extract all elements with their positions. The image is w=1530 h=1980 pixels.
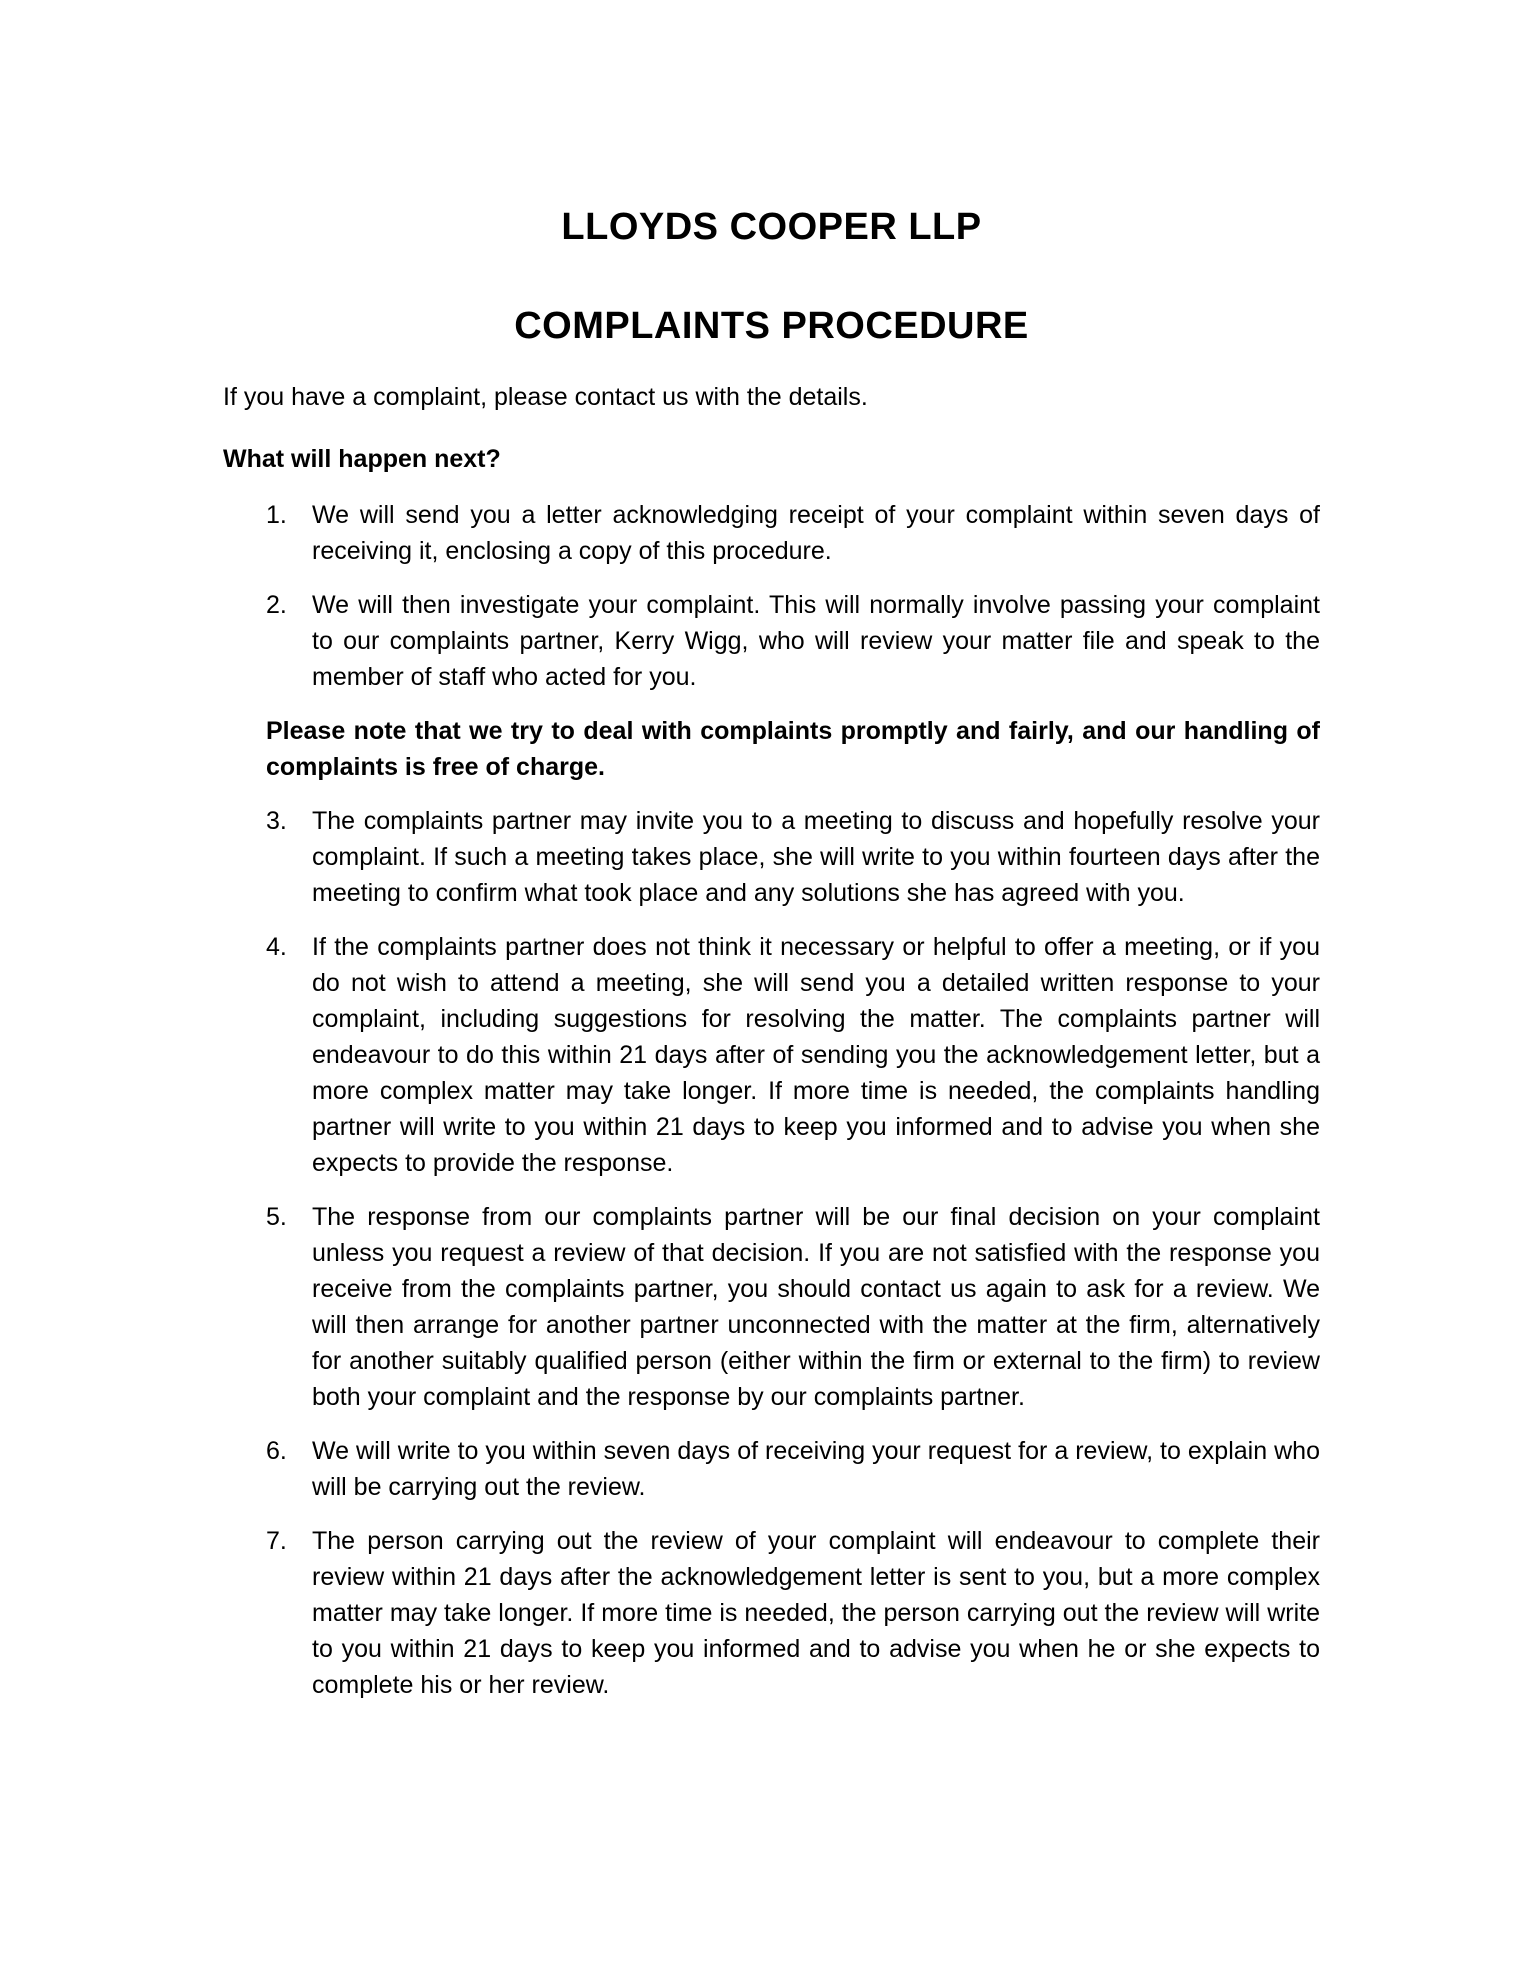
list-item-6 — [223, 1433, 1320, 1505]
list-item-1-text: We will send you a letter acknowledging receipt of your complaint within seven days of receiving it, enclosing a copy of this procedure. — [312, 501, 1320, 565]
section-heading: What will happen next? — [223, 445, 501, 473]
list-item-6-number: 6. — [266, 1437, 287, 1465]
list-item-3-number: 3. — [266, 807, 287, 835]
list-item-3-text: The complaints partner may invite you to a meeting to discuss and hopefully resolve your complaint. If such a meeting takes place, she will write to you within fourteen days after the meeting to confirm what took place and any solutions she has agreed with you. — [312, 807, 1320, 907]
list-item-2-number: 2. — [266, 591, 287, 619]
list-item-4-number: 4. — [266, 933, 287, 961]
list-item-4-text: If the complaints partner does not think it necessary or helpful to offer a meeting, or if you do not wish to attend a meeting, she will send you a detailed written response to your complaint, including suggestions for resolving the matter. The complaints partner will endeavour to do this within 21 days after of sending you the acknowledgement letter, but a more complex matter may take longer. If more time is needed, the complaints handling partner will write to you within 21 days to keep you informed and to advise you when she expects to provide the response. — [312, 933, 1320, 1177]
list-item-2-text: We will then investigate your complaint. This will normally involve passing your complaint to our complaints partner, Kerry Wigg, who will review your matter file and speak to the member of staff who acted for you. — [312, 591, 1320, 691]
list-item-5-number: 5. — [266, 1203, 287, 1231]
list-item-7-number: 7. — [266, 1527, 287, 1555]
list-item-4 — [223, 929, 1320, 1181]
list-item-7-text: The person carrying out the review of your complaint will endeavour to complete their review within 21 days after the acknowledgement letter is sent to you, but a more complex matter may take longer. If more time is needed, the person carrying out the review will write to you within 21 days to keep you informed and to advise you when he or she expects to complete his or her review. — [312, 1527, 1320, 1699]
list-item-3 — [223, 803, 1320, 911]
intro-paragraph: If you have a complaint, please contact us with the details. — [223, 383, 868, 411]
list-item-5 — [223, 1199, 1320, 1415]
page-title: LLOYDS COOPER LLP — [561, 206, 982, 248]
list-item-7 — [223, 1523, 1320, 1703]
list-item-1-number: 1. — [266, 501, 287, 529]
list-item-1 — [223, 497, 1320, 569]
list-item-6-text: We will write to you within seven days of receiving your request for a review, to explain who will be carrying out the review. — [312, 1437, 1320, 1501]
page-subtitle: COMPLAINTS PROCEDURE — [514, 305, 1029, 347]
note-paragraph: Please note that we try to deal with complaints promptly and fairly, and our handling of complaints is free of charge. — [266, 717, 1320, 781]
list-item-5-text: The response from our complaints partner will be our final decision on your complaint unless you request a review of that decision. If you are not satisfied with the response you receive from the complaints partner, you should contact us again to ask for a review. We will then arrange for another partner unconnected with the matter at the firm, alternatively for another suitably qualified person (either within the firm or external to the firm) to review both your complaint and the response by our complaints partner. — [312, 1203, 1320, 1411]
list-item-2 — [223, 587, 1320, 695]
